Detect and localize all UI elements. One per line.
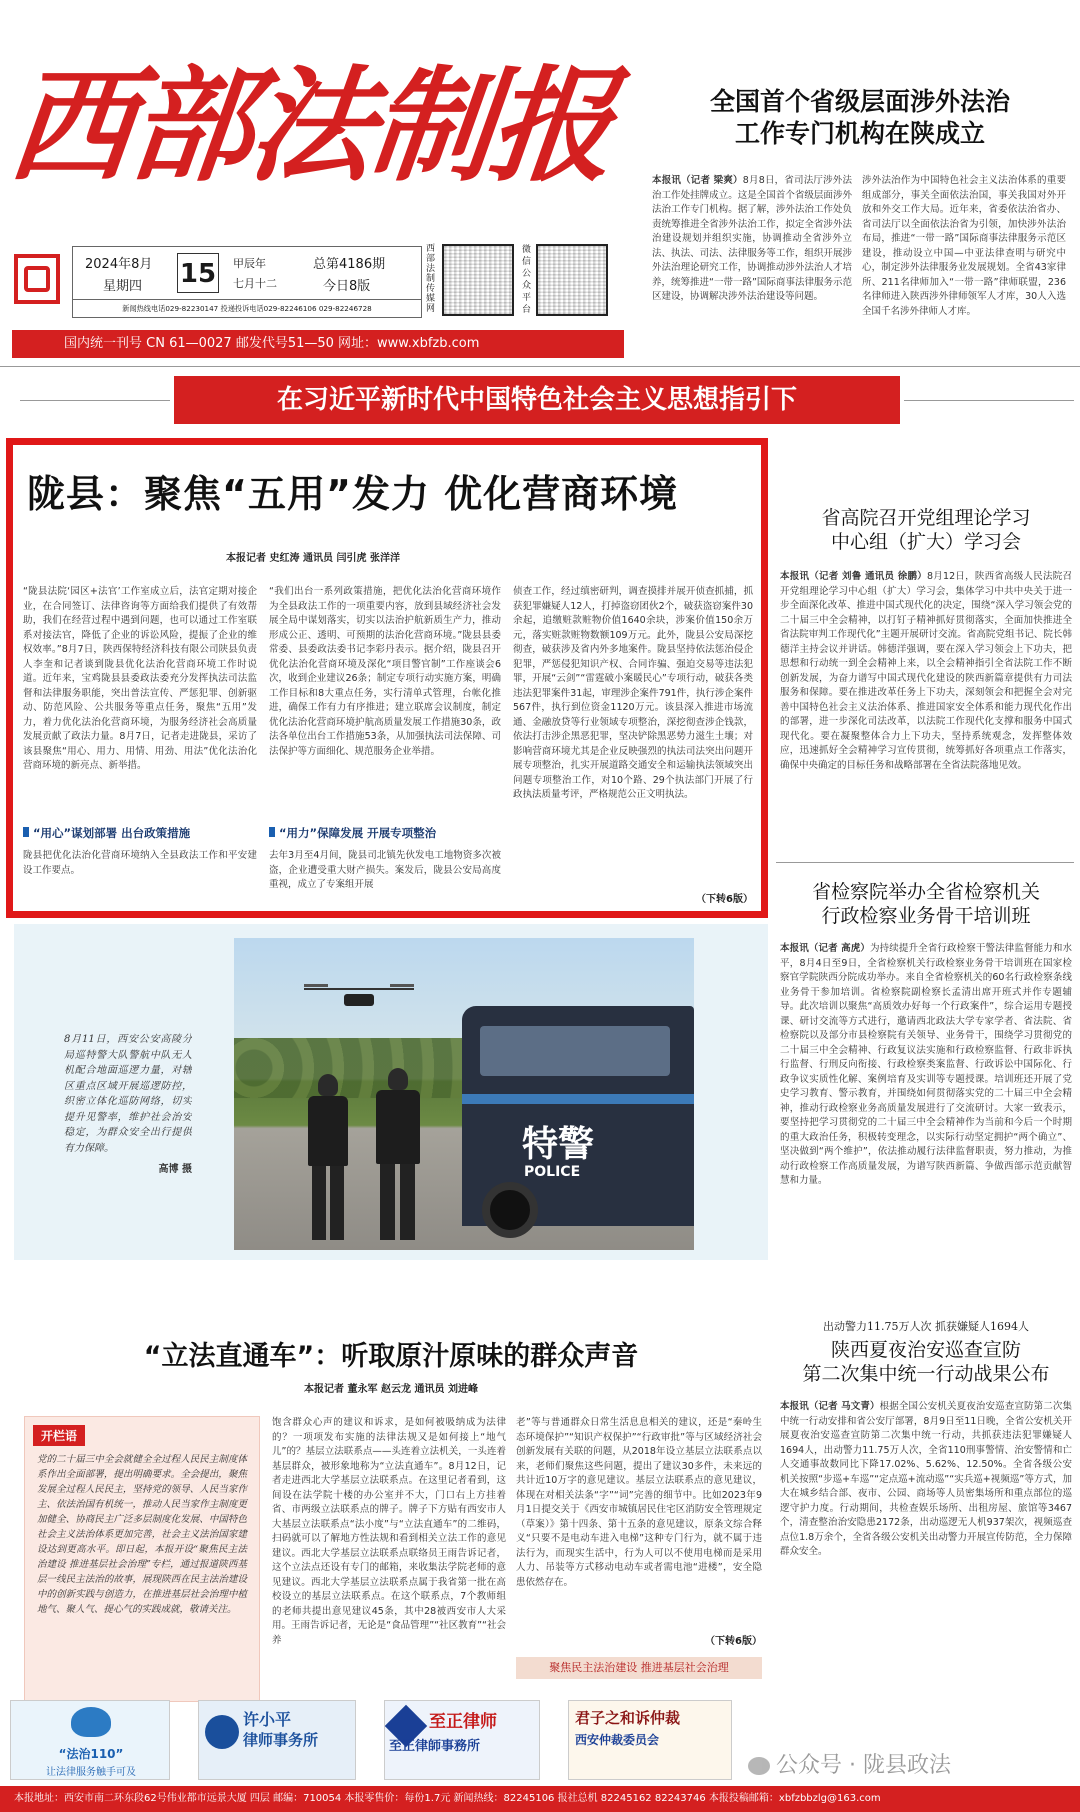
story5-col2: 饱含群众心声的建议和诉求，是如何被吸纳成为法律的？一项项发布实施的法律法规又是如何接上“地气儿”的？基层立法联系点——头连着立法机关，一头连着基层群众，被形象地称为“立法直通车”。8月12日，记者走进西北大学基层立法联系点。在这里记者看到，这间设在法学院十楼的办公室并不大，门口右上方挂着省、市两级立法联系点的牌子。牌子下方贴有西安市人大基层立法联系点“法小度”与“立法直通车”的二维码，扫码就可以了解地方性法规和看到相关立法工作的意见建议。西北大学基层立法联系点联络员王雨告诉记者，这个立法点还设有专门的邮箱，来收集法学院老师的意见建议。西北大学基层立法联系点属于我省第一批在高校设立的基层立法联系点。在这个联系点，7个教师组的老师共提出意见建议45条，其中28被西安市人大采用。王雨告诉记者，无论是“食品管理”“社区教育”“社会养 bbox=[272, 1417, 506, 1646]
banner-rule-left bbox=[20, 400, 170, 401]
story2-title-line2: 中心组（扩大）学习会 bbox=[830, 531, 1021, 553]
wechat-icon bbox=[748, 1757, 770, 1775]
hotline: 新闻热线电话029-82230147 投递投诉电话029-82246106 029-82246728 bbox=[73, 299, 421, 317]
ad-zhizheng[interactable] bbox=[384, 1700, 540, 1780]
top-story bbox=[650, 86, 1070, 356]
story4-title-line1: 陕西夏夜治安巡查宣防 bbox=[830, 1339, 1021, 1361]
officer-1 bbox=[304, 1074, 352, 1244]
story3-text: 为持续提升全省行政检察干警法律监督能力和水平，8月4日至9日，全省检察机关行政检察业务骨干培训班在国家检察官学院陕西分院成功举办。来自全省检察机关的60名行政检察条线业务骨干参加培训。省检察院副检察长孟清出席开班式并作专题辅导。此次培训以聚焦“高质效办好每一个行政案件”，综合运用专题授课、研讨交流等方式进行，邀请西北政法大学专家学者、省法院、省检察院以及部分市县检察院有关领导、业务骨干，围绕学习贯彻党的二十届三中全会精神、行政复议法实施和行政检察监督、行政非诉执行监督、行刑反向衔接、行政检察类案监督、行政诉讼中国际化、行政争议实质性化解、案例培育及实训等专题授课。培训班还开展了党史学习教育、警示教育，并围绕如何贯彻落实党的二十届三中全会精神，推动行政检察业务高质量发展进行了交流研讨。大家一致表示，要坚持把学习贯彻党的二十届三中全会精神作为当前和今后一个时期的重大政治任务，积极转变理念，以实际行动坚定拥护“两个确立”、坚决做到“两个维护”，依法推动履行法律监督职责，努力推动，为推动行政检察工作高质量发展，为谱写陕西新篇、争做西部示范贡献智慧和力量。 bbox=[780, 943, 1072, 1186]
ad-legal-110[interactable] bbox=[10, 1700, 170, 1780]
officer-2 bbox=[372, 1068, 424, 1244]
watermark-text: 公众号 · 陇县政法 bbox=[776, 1753, 951, 1778]
feature-col2-text: “我们出台一系列政策措施，把优化法治化营商环境作为全县政法工作的一项重要内容，放到县域经济社会发展全局中谋划落实，切实以法治护航新质生产力，推动形成公正、透明、可预期的法治化营商环境。”陇县县委常委、县委政法委书记李彩丹表示。据介绍，陇县召开优化法治化营商环境及深化“项目警官制”工作座谈会6次，收到企业建议26条；制定专项行动实施方案，明确工作目标和8大重点任务，实行清单式管理，台帐化推进，确保工作有力有序推进；建立联席会议制度，制定优化法治化营商环境护航高质量发展工作措施30条，政法各单位出台工作措施53条，从加强执法司法保障、司法保护等方面细化、规范服务企业举措。 bbox=[269, 586, 501, 757]
date: 2024年8月 bbox=[85, 257, 153, 272]
story3-byline: 本报讯（记者 高虎） bbox=[780, 943, 871, 954]
police-vehicle bbox=[462, 1006, 694, 1226]
vehicle-subtext: POLICE bbox=[524, 1164, 581, 1180]
photo-caption bbox=[64, 1032, 192, 1232]
top-story-col1 bbox=[652, 174, 852, 354]
qr1-label: 西部法制传媒网 bbox=[426, 244, 436, 314]
qr-code-web-icon bbox=[442, 244, 514, 316]
ad-scales-icon bbox=[205, 1715, 239, 1749]
lunar-date: 七月十二 bbox=[233, 277, 277, 290]
date-box bbox=[72, 246, 422, 318]
top-story-col1-text: 8月8日，省司法厅涉外法治工作处挂牌成立。这是全国首个省级层面涉外法治工作专门机构。据了解，涉外法治工作处负责统筹推进全省涉外法治工作，拟定全省涉外法治建设规划并组织实施，协调推动全省涉外立法、执法、司法、法律服务等工作，组织开展涉外法治理论研究工作，协调推动涉外法治人才培养，统筹推进“一带一路”国际商事法律服务示范区建设，协调解决涉外法治建设等问题。 bbox=[652, 175, 852, 302]
column-intro-label: 开栏语 bbox=[33, 1425, 85, 1446]
story5-col3 bbox=[516, 1416, 762, 1702]
feature-col3 bbox=[513, 585, 753, 915]
story2-body bbox=[780, 570, 1072, 816]
feature-col2 bbox=[269, 585, 501, 915]
top-story-title-line2: 工作专门机构在陕成立 bbox=[734, 119, 985, 148]
story2-byline: 本报讯（记者 刘鲁 通讯员 徐鹏） bbox=[780, 571, 927, 582]
photo-section bbox=[14, 924, 768, 1260]
lunar-year: 甲辰年 bbox=[233, 257, 266, 270]
story4-kicker: 出动警力11.75万人次 抓获嫌疑人1694人 bbox=[823, 1320, 1029, 1333]
column-footer: 聚焦民主法治建设 推进基层社会治理 bbox=[516, 1657, 762, 1679]
top-story-col2: 涉外法治作为中国特色社会主义法治体系的重要组成部分，事关全面依法治国，事关我国对外开放和外交工作大局。近年来，省委依法治省办、省司法厅以全面依法治省为引领，加快涉外法治布局，推进“一带一路”国际商事法律服务示范区建设，推动设立中国—中亚法律查明与研究中心，制定涉外法律服务业发展规划。全省43家律所、211名律师加入“一带一路”律师联盟，236名律师进入陕西涉外律师领军人才库，30人入选全国千名涉外律师人才库。 bbox=[862, 175, 1066, 317]
ad-shield-icon bbox=[71, 1707, 111, 1737]
qr2-label: 微信公众平台 bbox=[522, 245, 532, 315]
issue-total: 总第4186期 bbox=[313, 257, 386, 272]
ad-4-subtitle: 西安仲裁委员会 bbox=[575, 1733, 660, 1747]
publication-info: 国内统一刊号 CN 61—0027 邮发代号51—50 网址：www.xbfzb.com bbox=[12, 330, 624, 358]
feature-subhead-1 bbox=[23, 825, 257, 841]
story4-title-line2: 第二次集中统一行动战果公布 bbox=[802, 1363, 1050, 1385]
masthead-title: 西部法制报 bbox=[2, 54, 618, 199]
divider bbox=[0, 366, 1080, 367]
feature-byline: 本报记者 史红涛 通讯员 闫引虎 张洋洋 bbox=[226, 553, 400, 564]
story4-body bbox=[780, 1400, 1072, 1660]
photo-credit: 高博 摄 bbox=[158, 1164, 192, 1175]
story3-title-line2: 行政检察业务骨干培训班 bbox=[821, 905, 1031, 927]
feature-col2b-text: 去年3月至4月间，陇县司北镇先伙发电工地物资多次被盗，企业遭受重大财产损失。案发后，陇县公安局高度重视，成立了专案组开展 bbox=[269, 850, 501, 890]
story-high-court bbox=[780, 506, 1072, 816]
feature-col3-text: 侦查工作，经过缜密研判，调查摸排并展开侦查抓捕，抓获犯罪嫌疑人12人，打掉盗窃团伙2个，破获盗窃案件30余起，追缴赃款赃物价值1640余块，涉案价值150余万元，落实赃款赃物数额109万元。此外，陇县公安局深挖彻查，破获涉及省内外多地案件。陇县坚持依法惩治侵企犯罪，严惩侵犯知识产权、合同诈骗、强迫交易等违法犯罪，开展“云剑”“雷霆破小案暖民心”专项行动，破获各类违法犯罪案件31起，审理涉企案件791件，执行涉企案件567件，执行到位资金1120万元。该县深入推进市场流通、金融放贷等行业领域专项整治，深挖彻查涉企钱款，依法打击涉企黑恶犯罪，坚决铲除黑恶势力滋生土壤；对影响营商环境尤其是企业反映强烈的执法司法突出问题开展专项整治，扎实开展道路交通安全和运输执法领域突出问题专项整治工作，对10个路、29个执法部门开展了行政执法质量考评，严格规范公正文明执法。 bbox=[513, 586, 753, 800]
story5-continue: （下转6版） bbox=[705, 1636, 762, 1647]
story2-title-line1: 省高院召开党组理论学习 bbox=[821, 507, 1031, 529]
feature-subhead-2-text: “用力”保障发展 开展专项整治 bbox=[279, 826, 437, 840]
feature-subhead-1-text: “用心”谋划部署 出台政策措施 bbox=[33, 826, 191, 840]
pages: 今日8版 bbox=[323, 279, 371, 294]
top-story-byline: 本报讯（记者 梁爽） bbox=[652, 175, 743, 186]
feature-title: 陇县：聚焦“五用”发力 优化营商环境 bbox=[27, 472, 679, 516]
ad-2-title: 许小平 bbox=[243, 1710, 292, 1729]
drone-icon bbox=[304, 984, 414, 1014]
ad-4-title: 君子之和诉仲裁 bbox=[575, 1709, 681, 1727]
column-intro-text: 党的二十届三中全会就健全全过程人民民主制度体系作出全面部署，提出明确要求。全会提出，聚焦发展全过程人民民主，坚持党的领导、人民当家作主、依法治国有机统一，推动人民当家作主制度更加健全、协商民主广泛多层制度化发展、中国特色社会主义法治体系更加完善，社会主义法治国家建设达到更高水平。即日起，本报开设“聚焦民主法治建设 推进基层社会治理”专栏，通过报道陕西基层一线民主法治的故事，展现陕西在民主法治建设中的创新实践与创造力，在推进基层社会治理中植地气、聚人气、提心气的实践成就，敬请关注。 bbox=[37, 1454, 247, 1615]
divider bbox=[776, 862, 1074, 863]
story4-text: 根据全国公安机关夏夜治安巡查宣防第二次集中统一行动安排和省公安厅部署，8月9日至11日晚，全省公安机关开展夏夜治安巡查宣防第二次集中统一行动，共抓获违法犯罪嫌疑人1694人，出动警力11.75万人次，全省110刑事警情、治安警情和亡人交通事故数同比下降17.02%、5.62%、12.50%。全省各级公安机关按照“步巡+车巡”“定点巡+流动巡”“实兵巡+视频巡”等方式，加大在城乡结合部、夜市、公园、商场等人员密集场所和重点部位的巡逻守护力度。行动期间，共检查娱乐场所、出租房屋、旅馆等3467个，清查整治治安隐患2172条，出动巡逻无人机937架次，视频巡查点位1.8万余个，全省各级公安机关出动警力开展宣传防范，全力保障群众安全。 bbox=[780, 1401, 1072, 1557]
feature-col1 bbox=[23, 585, 257, 915]
feature-continue: （下转6版） bbox=[696, 894, 753, 905]
watermark bbox=[748, 1748, 1078, 1778]
feature-subhead-2 bbox=[269, 825, 501, 841]
vehicle-text: 特警 bbox=[522, 1124, 595, 1165]
story-legislation bbox=[14, 1320, 768, 1710]
photo-caption-text: 8月11日，西安公安高陵分局巡特警大队警航中队无人机配合地面巡逻力量，对辖区重点区域开展巡逻防控，织密立体化巡防网络，切实提升见警率，维护社会治安稳定，为群众安全出行提供有力保障。 bbox=[64, 1034, 192, 1154]
top-story-title-line1: 全国首个省级层面涉外法治 bbox=[709, 87, 1010, 116]
ad-2-subtitle: 律师事务所 bbox=[243, 1731, 319, 1749]
feature-col1-text: “陇县法院‘园区+法官’工作室成立后，法官定期对接企业，在合同签订、法律咨询等方面给我们提供了有效帮助，我们在经营过程中遇到问题，也可以通过工作室联系对接法官，降低了企业的诉讼风险，提振了企业的维权效率。”8月7日，陕西保特经济科技有限公司陕县负责人李奎和记者谈到陇县优化法治化营商环境工作时说道。近年来，宝鸡陇县县委政法委充分发挥执法司法监督和法律服务职能，突出普法宣传、严惩犯罪、创新驱动、防范风险、公共服务等重点任务，聚焦“五用”发力，着力优化法治化营商环境，为服务经济社会高质量发展贡献了政法力量。8月7日，记者走进陇县，采访了该县聚焦“用心、用力、用情、用劲、用法”优化法治化营商环境的新亮点、新举措。 bbox=[23, 586, 257, 771]
banner-rule-right bbox=[904, 400, 1074, 401]
ad-1-title: “法治110” bbox=[58, 1747, 124, 1761]
story4-byline: 本报讯（记者 马文青） bbox=[780, 1401, 880, 1412]
column-intro-box bbox=[24, 1416, 260, 1702]
story-police bbox=[780, 1318, 1072, 1668]
story5-title: “立法直通车”：听取原汁原味的群众声音 bbox=[143, 1341, 639, 1372]
footer: 本报地址：西安市南二环东段62号伟业都市远景大厦 四层 邮编：710054 本报零售价：每份1.7元 新闻热线：82245106 报社总机 82245162 82243746 本报投稿邮箱：xbfzbbzlg@163.com bbox=[0, 1786, 1080, 1812]
feature-col1b-text: 陇县把优化法治化营商环境纳入全县政法工作和平安建设工作要点。 bbox=[23, 850, 257, 876]
ad-3-subtitle: 至正律師事務所 bbox=[389, 1739, 481, 1754]
qr-code-wechat-icon bbox=[536, 244, 608, 316]
banner: 在习近平新时代中国特色社会主义思想指引下 bbox=[174, 376, 900, 424]
story5-col3-text: 老”等与普通群众日常生活息息相关的建议，还是“秦岭生态环境保护”“知识产权保护”“行政审批”等与区域经济社会创新发展有关联的问题，从2018年设立基层立法联系点以来，老师们聚焦这些问题，提出了建议30多件，未来远的共计近10万字的意见建议。基层立法联系点的意见建议，体现在对相关法条“字”“词”完善的细节中。比如2023年9月1日提交关于《西安市城镇居民住宅区消防安全管理规定（草案）》第十四条、第十五条的意见建议，原条文综合释义“只要不是电动车进入电梯”这种专门行为，就不属于违法行为，而现实生活中，行为人可以不使用电梯而是采用人力、吊装等方式移动电动车或者需电池“进楼”，安全隐患依然存在。 bbox=[516, 1417, 762, 1588]
ad-3-title: 至正律师 bbox=[429, 1712, 497, 1732]
story3-title-line1: 省检察院举办全省检察机关 bbox=[811, 881, 1040, 903]
story-procuratorate bbox=[780, 880, 1072, 1260]
story2-text: 8月12日，陕西省高级人民法院召开党组理论学习中心组（扩大）学习会，集体学习中共中央关于进一步全面深化改革、推进中国式现代化的决定，围绕“深入学习领会党的二十届三中全会精神，以打钉子精神抓好贯彻落实，全面加快推进全省法院审判工作现代化”主题开展研讨交流。省高院党组书记、院长韩德洋主持会议并讲话。韩德洋强调，要在深入学习领会上下功夫，把思想和行动统一到全会精神上来，以全会精神指引全省法院工作不断创新发展，为奋力谱写中国式现代化建设的陕西新篇章提供有力司法服务和保障。要在推进改革任务上下功夫，深刻领会和把握全会对完善中国特色社会主义法治体系、推进国家安全体系和能力现代化作出的部署，进一步深化司法改革，以法院工作现代化支撑和服务中国式现代化。要在凝聚整体合力上下功夫，坚持系统观念，发挥整体效应，迅速抓好全会精神学习宣传贯彻，统筹抓好各项重点工作落实，确保中央确定的目标任务和战略部署在全省法院落地见效。 bbox=[780, 571, 1072, 771]
story5-byline: 本报记者 董永军 赵云龙 通讯员 刘进峰 bbox=[304, 1384, 478, 1395]
ad-1-subtitle: 让法律服务触手可及 bbox=[46, 1767, 136, 1778]
story3-body bbox=[780, 942, 1072, 1262]
feature-box bbox=[6, 438, 768, 918]
ad-arbitration[interactable] bbox=[568, 1700, 732, 1780]
weekday: 星期四 bbox=[103, 279, 143, 294]
emblem-icon bbox=[14, 254, 60, 304]
photo bbox=[234, 938, 694, 1250]
wheel-icon bbox=[482, 1182, 538, 1238]
day-number: 15 bbox=[177, 253, 219, 293]
ad-xu-xiaoping[interactable] bbox=[198, 1700, 356, 1780]
